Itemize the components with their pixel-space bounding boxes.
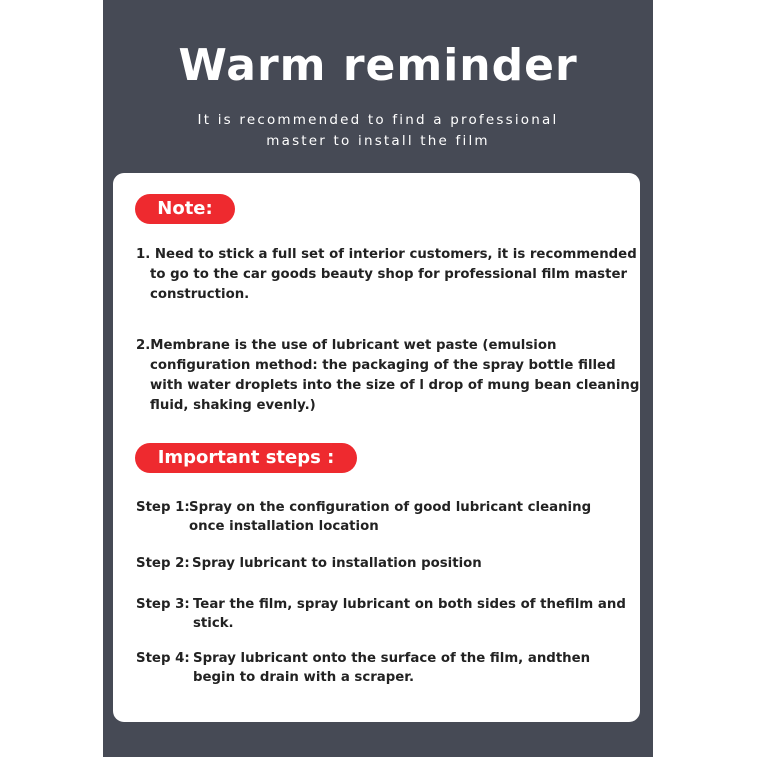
note-item-1: 1. Need to stick a full set of interior customers, it is recommended to go to the car goods beauty shop for professional film master construction. (136, 247, 637, 302)
subtitle-line-1: It is recommended to find a professional (197, 112, 559, 128)
note-badge: Note: (135, 194, 235, 224)
step-item (136, 649, 631, 685)
step-text: Tear the film, spray lubricant on both sides of thefilm and stick. (193, 597, 626, 631)
note-item-2: 2.Membrane is the use of lubricant wet paste (emulsion configuration method: the packaging of the spray bottle filled with water droplets into the size of l drop of mung bean cleaning fluid, shaking evenly.) (136, 338, 640, 413)
step-item (136, 595, 631, 631)
step-label: Step 3: (136, 597, 190, 612)
step-text: Spray on the configuration of good lubricant cleaning once installation location (189, 500, 592, 534)
step-text: Spray lubricant onto the surface of the film, andthen begin to drain with a scraper. (193, 651, 591, 685)
instructions-card (113, 173, 640, 722)
subtitle (103, 110, 653, 152)
page-title: Warm reminder (178, 40, 578, 91)
subtitle-line-2: master to install the film (266, 133, 490, 149)
important-steps-badge: Important steps : (135, 443, 357, 473)
step-label: Step 1: (136, 500, 190, 515)
step-item (136, 554, 631, 573)
step-label: Step 4: (136, 651, 190, 666)
step-item (136, 498, 631, 534)
reminder-panel (103, 0, 653, 757)
step-text: Spray lubricant to installation position (192, 556, 482, 571)
step-label: Step 2: (136, 556, 190, 571)
